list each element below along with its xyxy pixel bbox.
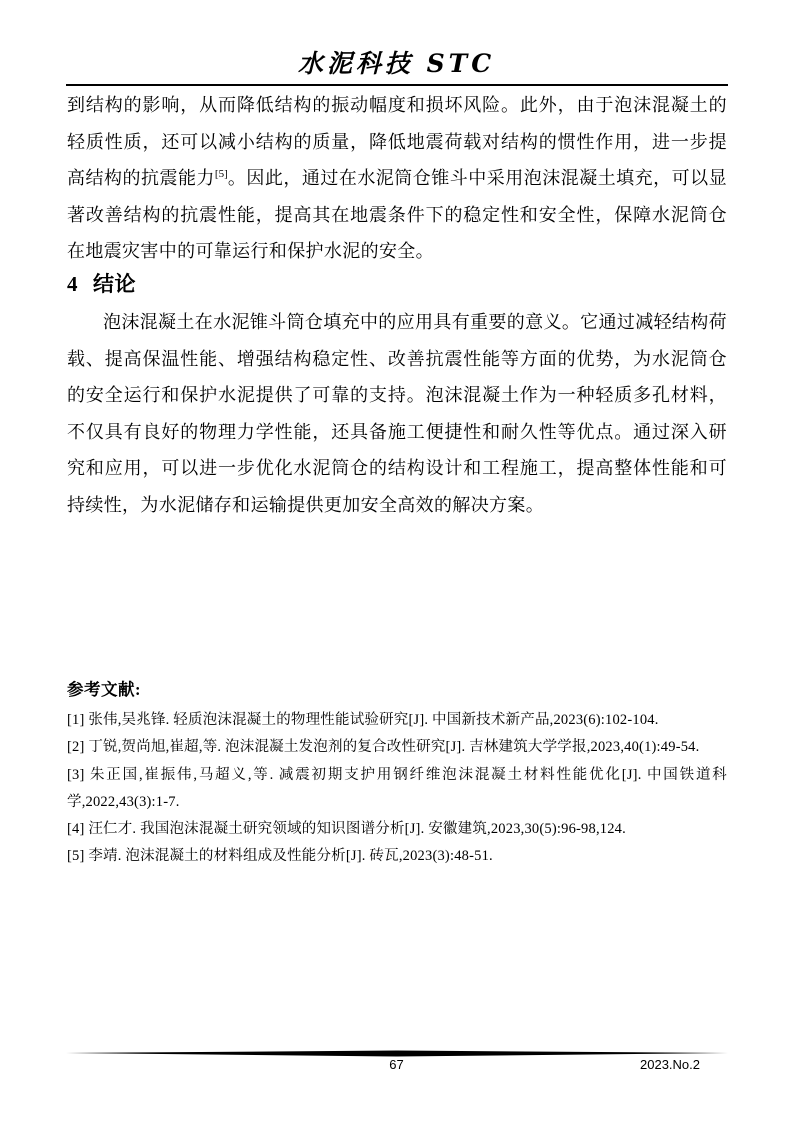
section-title: 结论 [93, 272, 136, 296]
paragraph1-text-post: 。因此，通过在水泥筒仓锥斗中采用泡沫混凝土填充，可以显著改善结构的抗震性能，提高其在地震条件下的稳定性和安全性，保障水泥筒仓在地震灾害中的可靠运行和保护水泥的安全。 [67, 168, 727, 262]
conclusion-paragraph: 泡沫混凝土在水泥锥斗筒仓填充中的应用具有重要的意义。它通过减轻结构荷载、提高保温性能、增强结构稳定性、改善抗震性能等方面的优势，为水泥筒仓的安全运行和保护水泥提供了可靠的支持。泡沫混凝土作为一种轻质多孔材料，不仅具有良好的物理力学性能，还具备施工便捷性和耐久性等优点。通过深入研究和应用，可以进一步优化水泥筒仓的结构设计和工程施工，提高整体性能和可持续性，为水泥储存和运输提供更加安全高效的解决方案。 [67, 312, 727, 515]
citation-superscript: [5] [214, 168, 228, 181]
paragraph1-text-pre: 到结构的影响，从而降低结构的振动幅度和损坏风险。此外，由于泡沫混凝土的轻质性质，还可以减小结构的质量，降低地震荷载对结构的惯性作用，进一步提高结构的抗震能力 [67, 95, 727, 189]
section-number: 4 [67, 272, 78, 296]
reference-item-5: [5] 李靖. 泡沫混凝土的材料组成及性能分析[J]. 砖瓦,2023(3):48-51. [67, 848, 493, 865]
references-section [67, 678, 727, 871]
reference-item-2: [2] 丁锐,贺尚旭,崔超,等. 泡沫混凝土发泡剂的复合改性研究[J]. 吉林建筑大学学报,2023,40(1):49-54. [67, 739, 700, 756]
header-rule [66, 84, 728, 86]
references-heading: 参考文献: [67, 680, 141, 699]
reference-item-3: [3] 朱正国,崔振伟,马超义,等. 减震初期支护用钢纤维泡沫混凝土材料性能优化[J]. 中国铁道科学,2022,43(3):1-7. [67, 766, 727, 810]
journal-title: 水泥科技 STC [297, 49, 496, 78]
reference-item-4: [4] 汪仁才. 我国泡沫混凝土研究领域的知识图谱分析[J]. 安徽建筑,2023,30(5):96-98,124. [67, 821, 626, 838]
reference-item-1: [1] 张伟,吴兆锋. 轻质泡沫混凝土的物理性能试验研究[J]. 中国新技术新产品,2023(6):102-104. [67, 712, 659, 728]
page-number: 67 [389, 1057, 404, 1072]
paragraph-continuation [67, 87, 727, 270]
issue-number: 2023.No.2 [640, 1057, 700, 1072]
section-heading [67, 268, 136, 300]
footer-rule [66, 1050, 728, 1057]
